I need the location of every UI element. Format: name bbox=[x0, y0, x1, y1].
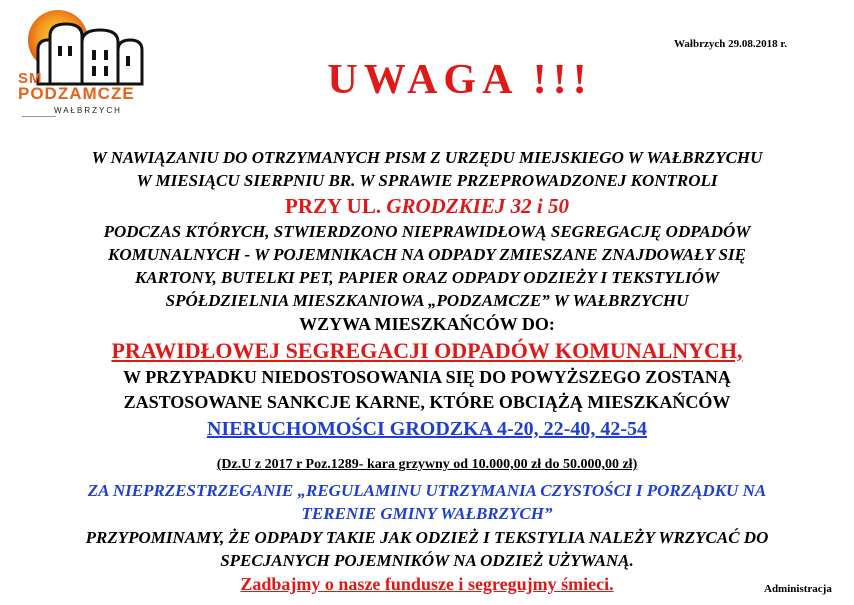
logo-sm-text: SM bbox=[18, 70, 43, 87]
finding-line-3: KARTONY, BUTELKI PET, PAPIER ORAZ ODPADY ODZIEŻY I TEKSTYLIÓW bbox=[134, 268, 720, 287]
call-line: WZYWA MIESZKAŃCÓW DO: bbox=[299, 314, 555, 334]
regulation-line-1: ZA NIEPRZESTRZEGANIE „REGULAMINU UTRZYMANIA CZYSTOŚCI I PORZĄDKU NA bbox=[87, 481, 767, 500]
logo-city-text: WAŁBRZYCH bbox=[54, 106, 122, 115]
law-reference: (Dz.U z 2017 r Poz.1289- kara grzywny od 10.000,00 zł do 50.000,00 zł) bbox=[216, 457, 638, 472]
finding-line-1: PODCZAS KTÓRYCH, STWIERDZONO NIEPRAWIDŁOWĄ SEGREGACJĘ ODPADÓW bbox=[103, 222, 751, 241]
finding-line-2: KOMUNALNYCH - W POJEMNIKACH NA ODPADY ZMIESZANE ZNAJDOWAŁY SIĘ bbox=[108, 245, 746, 264]
reminder-line-2: SPECJANYCH POJEMNIKÓW NA ODZIEŻ UŻYWANĄ. bbox=[220, 551, 634, 570]
sanction-line-2: ZASTOSOWANE SANKCJE KARNE, KTÓRE OBCIĄŻĄ MIESZKAŃCÓW bbox=[123, 392, 731, 412]
regulation-line-2: TERENIE GMINY WAŁBRZYCH” bbox=[301, 504, 553, 523]
intro-line-2: W MIESIĄCU SIERPNIU BR. W SPRAWIE PRZEPROWADZONEJ KONTROLI bbox=[136, 171, 718, 190]
reminder-line-1: PRZYPOMINAMY, ŻE ODPADY TAKIE JAK ODZIEŻ I TEKSTYLIA NALEŻY WRZYCAĆ DO bbox=[85, 528, 769, 547]
address-line bbox=[0, 194, 854, 219]
page-title: UWAGA !!! bbox=[327, 57, 593, 103]
intro-line-1: W NAWIĄZANIU DO OTRZYMANYCH PISM Z URZĘDU MIEJSKIEGO W WAŁBRZYCHU bbox=[91, 148, 763, 167]
finding-line-4: SPÓŁDZIELNIA MIESZKANIOWA „PODZAMCZE” W WAŁBRZYCHU bbox=[165, 291, 689, 310]
address-street: GRODZKIEJ 32 i 50 bbox=[386, 194, 569, 218]
sanction-line-1: W PRZYPADKU NIEDOSTOSOWANIA SIĘ DO POWYŻSZEGO ZOSTANĄ bbox=[123, 367, 731, 387]
document-date: Wałbrzych 29.08.2018 r. bbox=[674, 38, 787, 50]
logo-divider bbox=[22, 116, 56, 117]
signature: Administracja bbox=[764, 583, 832, 595]
address-prefix: PRZY UL. bbox=[285, 194, 382, 218]
properties-line: NIERUCHOMOŚCI GRODZKA 4-20, 22-40, 42-54 bbox=[206, 418, 647, 440]
call-target: PRAWIDŁOWEJ SEGREGACJI ODPADÓW KOMUNALNYCH, bbox=[111, 338, 743, 363]
closing-line: Zadbajmy o nasze fundusze i segregujmy śmieci. bbox=[240, 574, 614, 594]
logo-podzamcze-text: PODZAMCZE bbox=[18, 84, 135, 103]
